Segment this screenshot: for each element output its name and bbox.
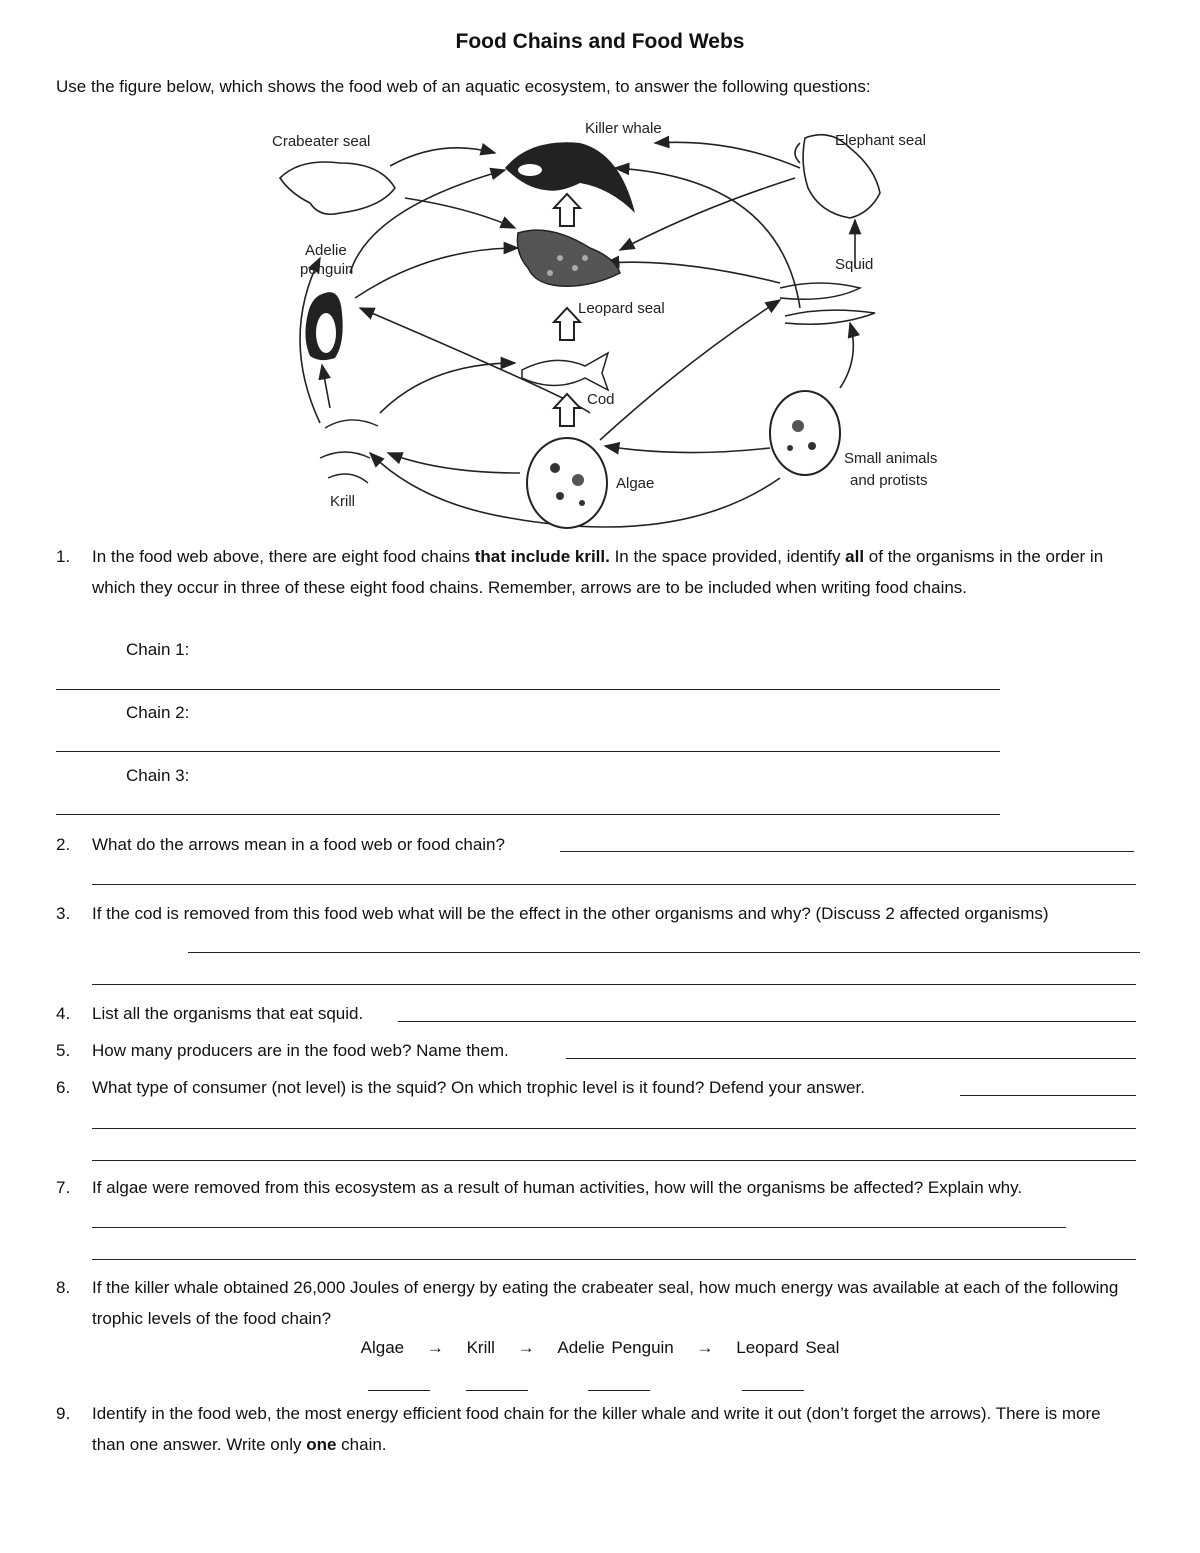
label-small-animals-line1: Small animals — [844, 450, 938, 467]
crabeater-seal-icon — [280, 162, 395, 214]
adelie-penguin-icon — [305, 292, 342, 360]
label-killer-whale: Killer whale — [585, 120, 662, 137]
intro-text: Use the figure below, which shows the food web of an aquatic ecosystem, to answer the following questions: — [56, 77, 871, 96]
chain-organism-adelie-penguin: Adelie Penguin — [557, 1338, 674, 1357]
label-adelie-penguin-line2: penguin — [300, 261, 354, 278]
algae-icon — [527, 438, 607, 528]
answer-blank-krill[interactable] — [466, 1390, 528, 1391]
answer-blank-adelie-penguin[interactable] — [588, 1390, 650, 1391]
answer-line-q5[interactable] — [566, 1058, 1136, 1059]
label-small-animals-line2: and protists — [850, 472, 928, 489]
question-number: 2. — [56, 835, 71, 854]
question-number: 3. — [56, 904, 71, 923]
answer-line-chain-1[interactable] — [56, 689, 1000, 690]
question-text: What do the arrows mean in a food web or food chain? — [92, 835, 505, 854]
answer-blank-algae[interactable] — [368, 1390, 430, 1391]
squid-icon — [780, 283, 875, 324]
food-web-diagram — [260, 108, 950, 534]
chain-arrow: → — [696, 1338, 714, 1357]
question-text: If the killer whale obtained 26,000 Joules of energy by eating the crabeater seal, how much energy was available at each of the following trophic levels of the food chain? — [92, 1278, 1119, 1328]
chain-1-label: Chain 1: — [126, 640, 190, 659]
page-title: Food Chains and Food Webs — [455, 30, 745, 53]
chain-organism-algae: Algae — [360, 1338, 405, 1357]
answer-line-chain-2[interactable] — [56, 751, 1000, 752]
food-web-figure — [260, 108, 950, 534]
question-text: What type of consumer (not level) is the squid? On which trophic level is it found? Defend your answer. — [92, 1078, 865, 1097]
question-7 — [56, 1172, 1146, 1203]
label-cod: Cod — [587, 391, 615, 408]
answer-line-q3-b[interactable] — [92, 984, 1136, 985]
answer-line-q6-b[interactable] — [92, 1128, 1136, 1129]
question-3 — [56, 898, 1146, 929]
answer-line-q2-b[interactable] — [92, 884, 1136, 885]
label-squid: Squid — [835, 256, 874, 273]
question-text: Identify in the food web, the most energy efficient food chain for the killer whale and write it out (don’t forget the arrows). There is more than one answer. Write only one chain. — [92, 1404, 1101, 1454]
chain-arrow: → — [426, 1338, 444, 1357]
answer-line-q2-a[interactable] — [560, 851, 1134, 852]
answer-line-q7-a[interactable] — [92, 1227, 1066, 1228]
label-crabeater-seal: Crabeater seal — [272, 133, 371, 150]
question-number: 7. — [56, 1178, 71, 1197]
question-4 — [56, 998, 1146, 1029]
answer-line-q4[interactable] — [398, 1021, 1136, 1022]
answer-line-q6-a[interactable] — [960, 1095, 1136, 1096]
question-6 — [56, 1072, 1146, 1103]
answer-line-q7-b[interactable] — [92, 1259, 1136, 1260]
krill-icon — [320, 420, 378, 483]
answer-line-q6-c[interactable] — [92, 1160, 1136, 1161]
leopard-seal-icon — [517, 230, 620, 286]
question-number: 4. — [56, 1004, 71, 1023]
question-number: 6. — [56, 1078, 71, 1097]
question-5 — [56, 1035, 1146, 1066]
chain-2-label: Chain 2: — [126, 703, 190, 722]
label-krill: Krill — [330, 493, 355, 510]
question-number: 9. — [56, 1404, 71, 1423]
question-8 — [56, 1272, 1146, 1334]
question-1 — [56, 541, 1146, 603]
label-adelie-penguin-line1: Adelie — [305, 242, 347, 259]
small-animals-icon — [770, 391, 840, 475]
answer-line-q3-a[interactable] — [188, 952, 1140, 953]
label-algae: Algae — [616, 475, 655, 492]
question-number: 1. — [56, 547, 71, 566]
question-text: If algae were removed from this ecosystem as a result of human activities, how will the organisms be affected? Explain why. — [92, 1178, 1023, 1197]
energy-food-chain — [0, 1338, 1200, 1358]
question-9 — [56, 1398, 1146, 1460]
label-leopard-seal: Leopard seal — [578, 300, 665, 317]
question-text: List all the organisms that eat squid. — [92, 1004, 364, 1023]
answer-line-chain-3[interactable] — [56, 814, 1000, 815]
question-2 — [56, 829, 1146, 860]
label-elephant-seal: Elephant seal — [835, 132, 926, 149]
question-text: In the food web above, there are eight food chains that include krill. In the space provided, identify all of the organisms in the order in which they occur in three of these eight food chains. Remember, arrows are to be included when writing food chains. — [92, 547, 1104, 597]
question-number: 8. — [56, 1278, 71, 1297]
chain-3-label: Chain 3: — [126, 766, 190, 785]
chain-organism-leopard-seal: Leopard Seal — [736, 1338, 840, 1357]
trophic-up-arrows — [554, 194, 580, 426]
chain-organism-krill: Krill — [466, 1338, 495, 1357]
chain-arrow: → — [517, 1338, 535, 1357]
question-text: If the cod is removed from this food web what will be the effect in the other organisms and why? (Discuss 2 affected organisms) — [92, 904, 1049, 923]
question-text: How many producers are in the food web? Name them. — [92, 1041, 509, 1060]
question-number: 5. — [56, 1041, 71, 1060]
answer-blank-leopard-seal[interactable] — [742, 1390, 804, 1391]
